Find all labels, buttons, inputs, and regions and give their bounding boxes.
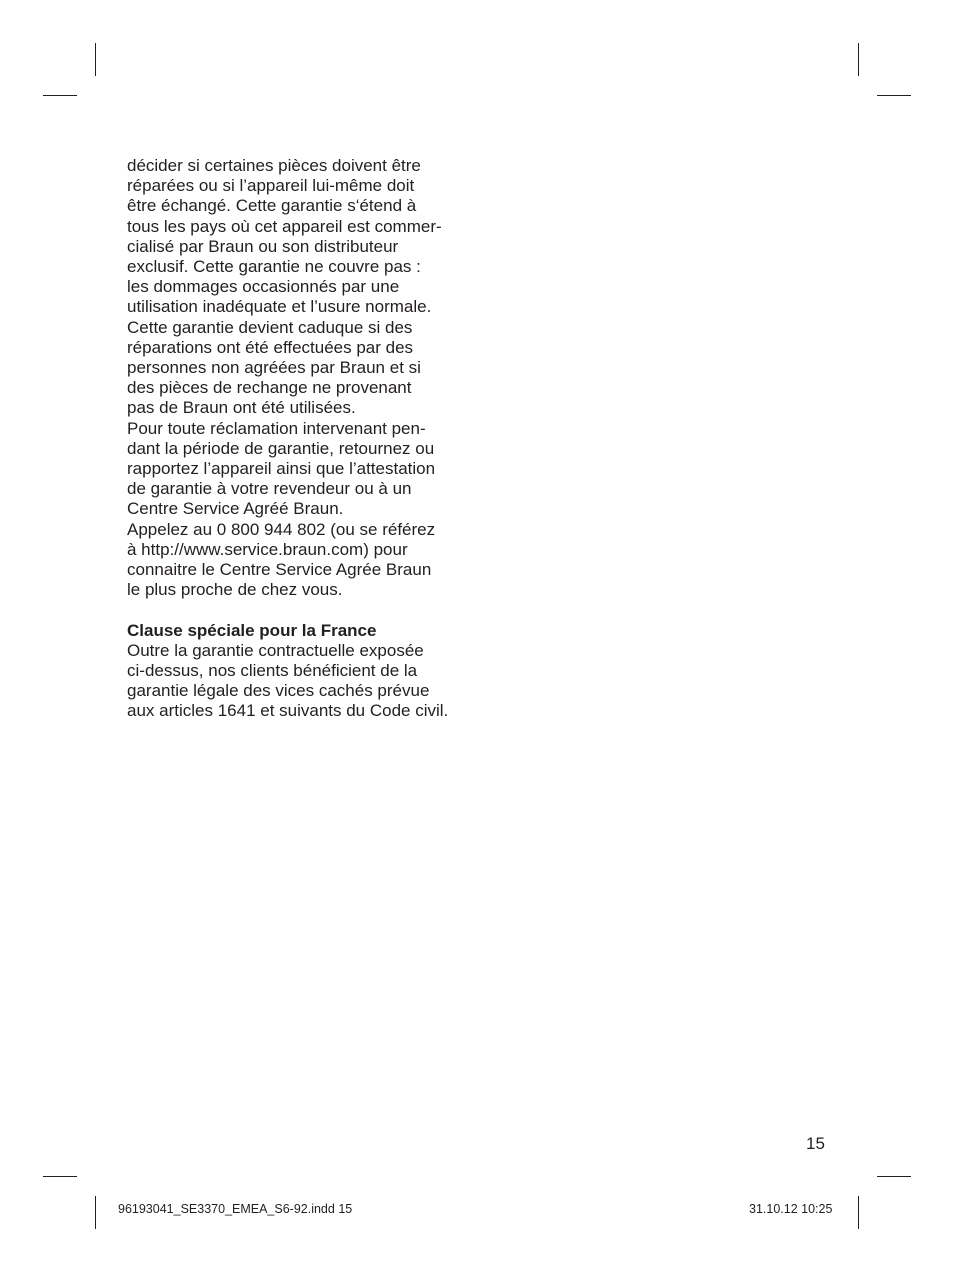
- paragraph-claims: [127, 419, 472, 520]
- text-line: dant la période de garantie, retournez ou: [127, 438, 435, 458]
- text-line: rapportez l’appareil ainsi que l’attestation: [127, 459, 436, 479]
- paragraph-legal-guarantee: [127, 641, 472, 722]
- text-line: ci-dessus, nos clients bénéficient de la: [127, 661, 418, 681]
- text-line: utilisation inadéquate et l’usure normale.: [127, 297, 432, 317]
- text-line: Pour toute réclamation intervenant pen-: [127, 418, 426, 438]
- crop-mark-top-right-horizontal: [877, 95, 911, 96]
- section-heading: Clause spéciale pour la France: [127, 620, 377, 640]
- text-line: réparations ont été effectuées par des: [127, 337, 414, 357]
- text-column: [127, 156, 472, 722]
- text-line: réparées ou si l’appareil lui-même doit: [127, 176, 415, 196]
- paragraph-contact: [127, 520, 472, 601]
- paragraph-spacer: [127, 600, 472, 620]
- text-line: de garantie à votre revendeur ou à un: [127, 479, 412, 499]
- crop-mark-bottom-left-vertical: [95, 1196, 96, 1229]
- text-line: garantie légale des vices cachés prévue: [127, 681, 430, 701]
- crop-mark-bottom-right-vertical: [858, 1196, 859, 1229]
- text-line: décider si certaines pièces doivent être: [127, 156, 421, 175]
- text-line: être échangé. Cette garantie s‘étend à: [127, 196, 417, 216]
- text-line: connaitre le Centre Service Agrée Braun: [127, 560, 432, 580]
- text-line: Centre Service Agréé Braun.: [127, 499, 344, 519]
- crop-mark-bottom-right-horizontal: [877, 1176, 911, 1177]
- text-line: exclusif. Cette garantie ne couvre pas :: [127, 257, 421, 277]
- text-line: tous les pays où cet appareil est commer-: [127, 216, 442, 236]
- text-line: pas de Braun ont été utilisées.: [127, 398, 356, 418]
- crop-mark-bottom-left-horizontal: [43, 1176, 77, 1177]
- text-line: Outre la garantie contractuelle exposée: [127, 640, 424, 660]
- text-line: personnes non agréées par Braun et si: [127, 358, 421, 378]
- text-line: les dommages occasionnés par une: [127, 277, 400, 297]
- print-slug-filename: 96193041_SE3370_EMEA_S6-92.indd 15: [118, 1202, 353, 1216]
- text-line: Appelez au 0 800 944 802 (ou se référez: [127, 519, 436, 539]
- paragraph-warranty-scope: [127, 156, 472, 419]
- crop-mark-top-left-horizontal: [43, 95, 77, 96]
- crop-mark-top-left-vertical: [95, 43, 96, 76]
- text-line: à http://www.service.braun.com) pour: [127, 539, 408, 559]
- page-number: 15: [806, 1134, 825, 1153]
- text-line: cialisé par Braun ou son distributeur: [127, 236, 399, 256]
- text-line: le plus proche de chez vous.: [127, 580, 343, 600]
- print-slug-datetime: 31.10.12 10:25: [749, 1202, 833, 1216]
- crop-mark-top-right-vertical: [858, 43, 859, 76]
- text-line: Cette garantie devient caduque si des: [127, 317, 413, 337]
- text-line: des pièces de rechange ne provenant: [127, 378, 412, 398]
- text-line: aux articles 1641 et suivants du Code civil.: [127, 701, 449, 721]
